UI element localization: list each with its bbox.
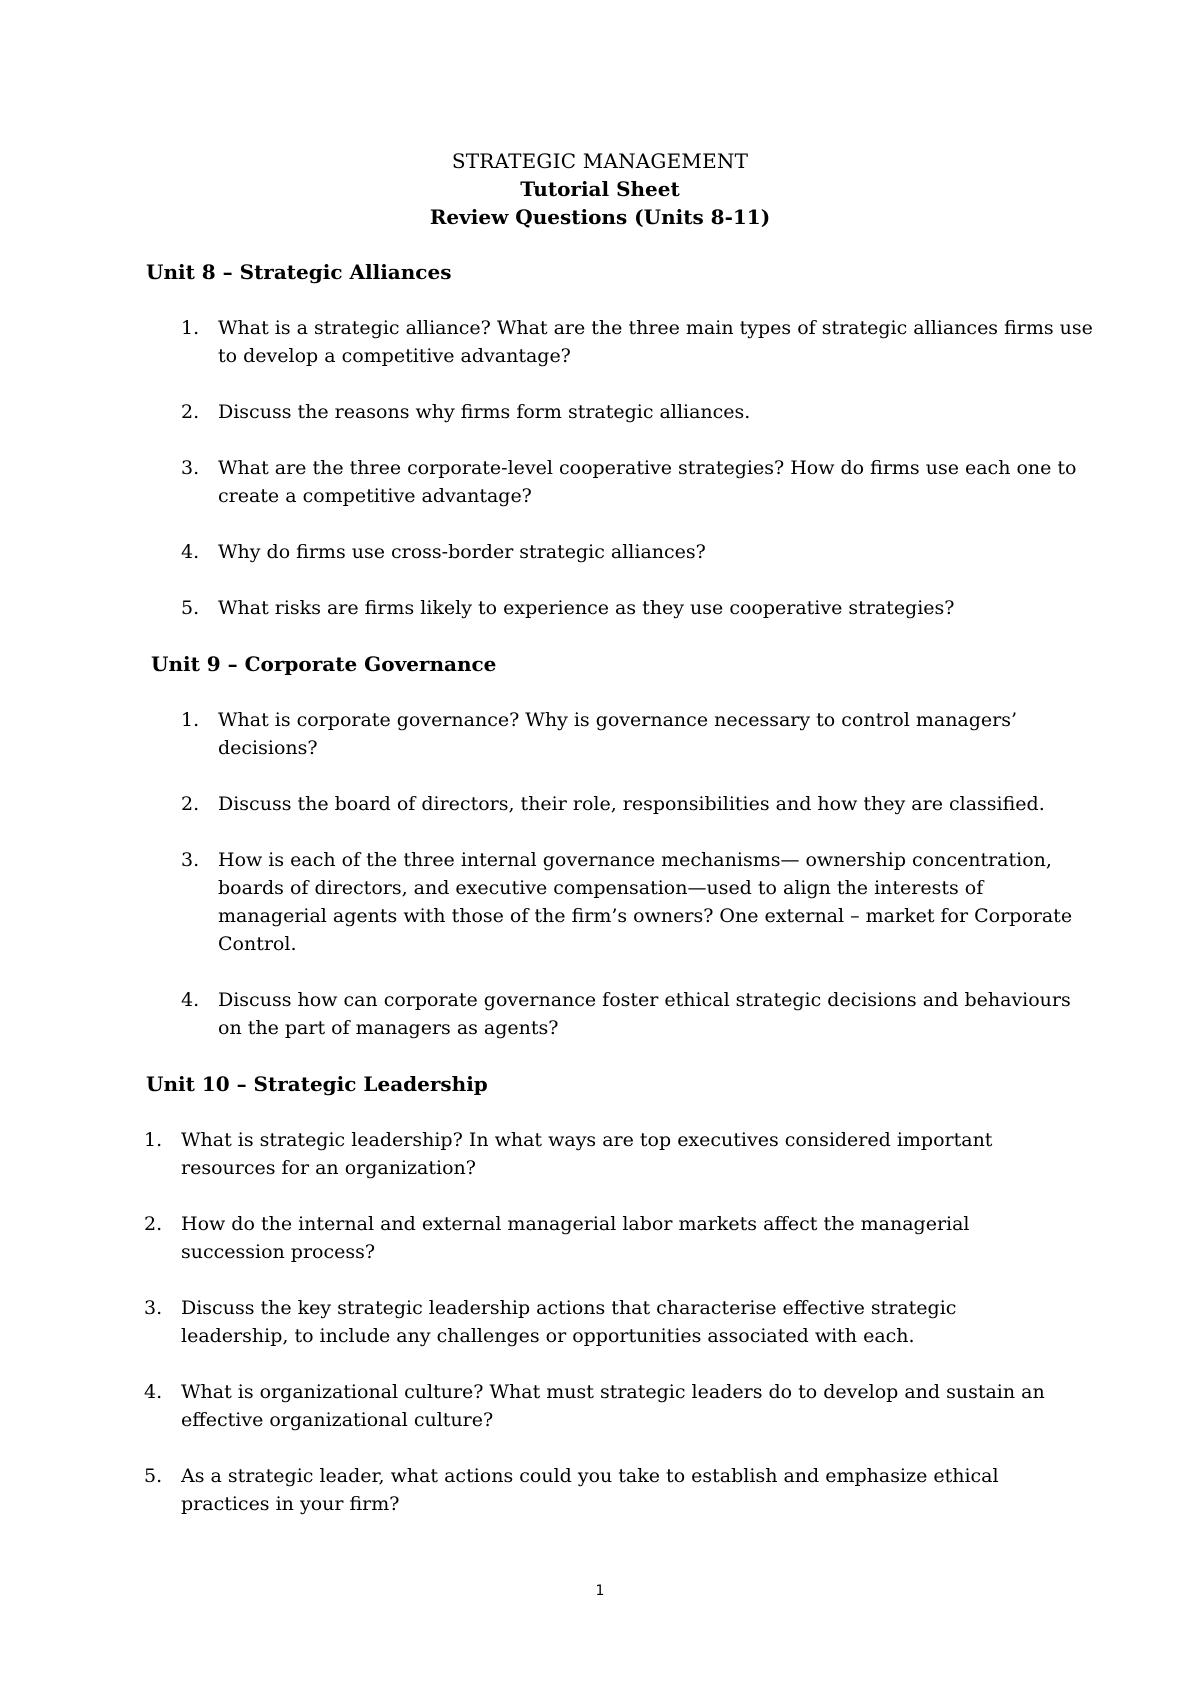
- unit-8-question-5: [181, 594, 1098, 622]
- document-title: STRATEGIC MANAGEMENT: [451, 149, 749, 173]
- question-text: How is each of the three internal governance mechanisms— ownership concentration, boards of directors, and executive compensation—used to align the interests of managerial agents with those of the firm’s owners? One external – market for Corporate Control.: [218, 849, 1073, 955]
- unit-10-question-3: [144, 1294, 1061, 1350]
- unit-9-question-3: [181, 846, 1098, 958]
- unit-10-question-4: [144, 1378, 1061, 1434]
- question-number: 3.: [144, 1297, 163, 1319]
- document-header: [0, 147, 1200, 231]
- question-number: 1.: [144, 1129, 163, 1151]
- page-number: 1: [595, 1583, 605, 1599]
- question-text: Discuss how can corporate governance foster ethical strategic decisions and behaviours on the part of managers as agents?: [218, 989, 1071, 1039]
- question-number: 1.: [181, 317, 200, 339]
- unit-10-heading: Unit 10 – Strategic Leadership: [146, 1072, 488, 1096]
- question-number: 2.: [181, 793, 200, 815]
- question-number: 1.: [181, 709, 200, 731]
- question-text: Discuss the key strategic leadership actions that characterise effective strategic leadership, to include any challenges or opportunities associated with each.: [181, 1297, 957, 1347]
- question-number: 2.: [144, 1213, 163, 1235]
- question-text: Discuss the board of directors, their role, responsibilities and how they are classified.: [218, 793, 1045, 815]
- question-text: As a strategic leader, what actions could you take to establish and emphasize ethical practices in your firm?: [181, 1465, 999, 1515]
- question-text: What is a strategic alliance? What are the three main types of strategic alliances firms use to develop a competitive advantage?: [218, 317, 1093, 367]
- question-text: What are the three corporate-level cooperative strategies? How do firms use each one to create a competitive advantage?: [218, 457, 1077, 507]
- unit-8-question-1: [181, 314, 1098, 370]
- unit-9-question-4: [181, 986, 1098, 1042]
- question-number: 5.: [181, 597, 200, 619]
- unit-9-question-2: [181, 790, 1098, 818]
- unit-8-question-4: [181, 538, 1098, 566]
- question-number: 4.: [181, 541, 200, 563]
- question-text: What risks are firms likely to experience as they use cooperative strategies?: [218, 597, 955, 619]
- unit-10-question-2: [144, 1210, 1061, 1266]
- unit-8-heading: Unit 8 – Strategic Alliances: [146, 260, 452, 284]
- review-heading: Review Questions (Units 8-11): [429, 205, 771, 229]
- unit-10-question-1: [144, 1126, 1061, 1182]
- question-text: What is organizational culture? What must strategic leaders do to develop and sustain an effective organizational culture?: [181, 1381, 1045, 1431]
- question-text: What is corporate governance? Why is governance necessary to control managers’ decisions?: [218, 709, 1018, 759]
- question-number: 5.: [144, 1465, 163, 1487]
- unit-10-question-5: [144, 1462, 1061, 1518]
- unit-9-heading: Unit 9 – Corporate Governance: [151, 652, 497, 676]
- unit-8-question-3: [181, 454, 1098, 510]
- question-number: 3.: [181, 457, 200, 479]
- question-text: How do the internal and external managerial labor markets affect the managerial succession process?: [181, 1213, 970, 1263]
- unit-8-question-2: [181, 398, 1098, 426]
- question-text: What is strategic leadership? In what ways are top executives considered important resources for an organization?: [181, 1129, 993, 1179]
- document-subtitle: Tutorial Sheet: [520, 177, 680, 201]
- question-text: Why do firms use cross-border strategic alliances?: [218, 541, 706, 563]
- unit-9-question-1: [181, 706, 1098, 762]
- question-number: 4.: [144, 1381, 163, 1403]
- question-number: 3.: [181, 849, 200, 871]
- question-text: Discuss the reasons why firms form strategic alliances.: [218, 401, 751, 423]
- question-number: 2.: [181, 401, 200, 423]
- question-number: 4.: [181, 989, 200, 1011]
